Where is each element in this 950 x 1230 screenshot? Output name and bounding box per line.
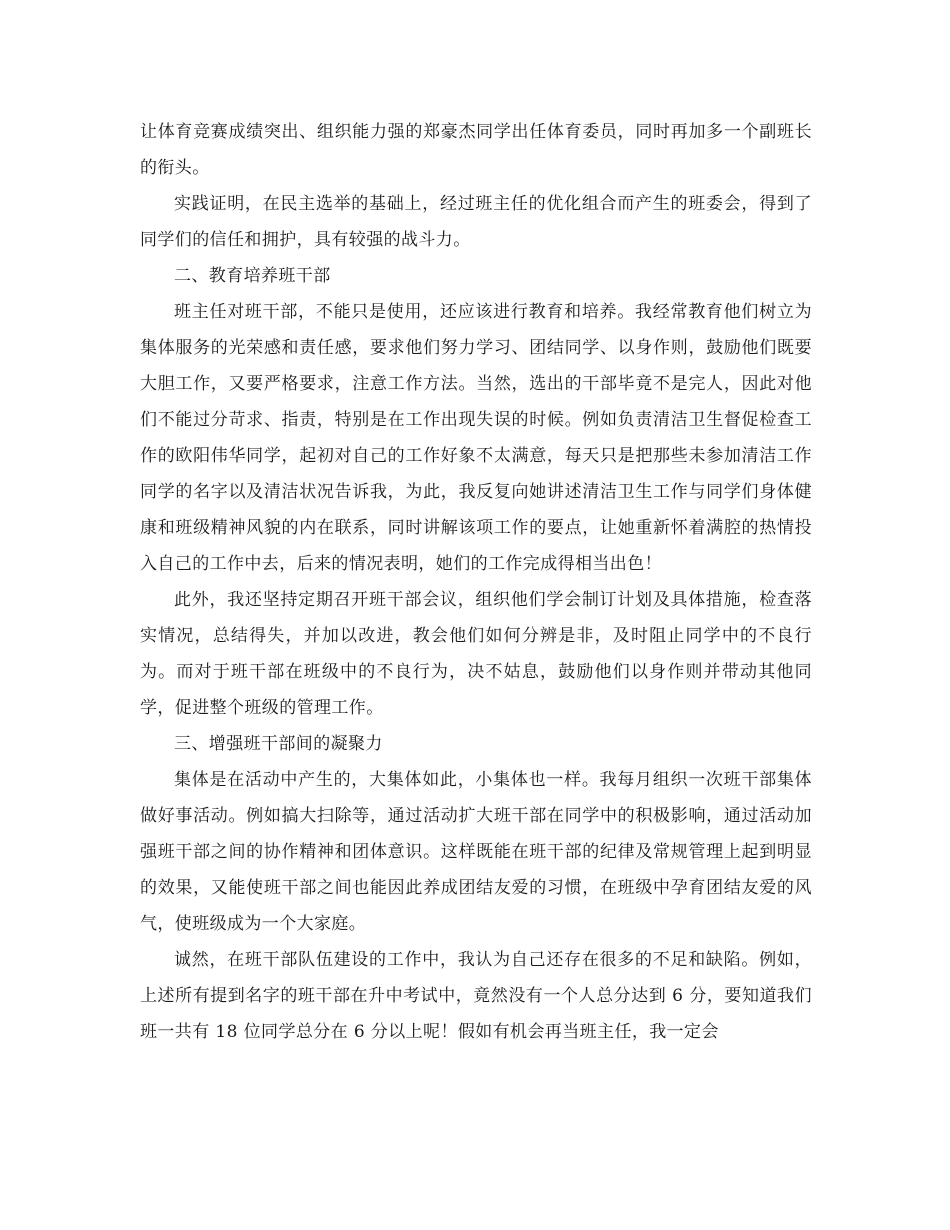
paragraph-continued-class-committee: 让体育竞赛成绩突出、组织能力强的郑豪杰同学出任体育委员，同时再加多一个副班长的衔头。 — [140, 122, 812, 178]
section-heading-cohesion: 三、增强班干部间的凝聚力 — [174, 734, 383, 754]
paragraph-regular-meetings: 此外，我还坚持定期召开班干部会议，组织他们学会制订计划及具体措施，检查落实情况，总结得失，并加以改进，教会他们如何分辨是非，及时阻止同学中的不良行为。而对于班干部在班级中的不良行为，决不姑息，鼓励他们以身作则并带动其他同学，促进整个班级的管理工作。 — [140, 590, 812, 718]
document-body — [140, 114, 812, 1050]
section-heading-education: 二、教育培养班干部 — [174, 266, 331, 286]
paragraph-shortcomings: 诚然，在班干部队伍建设的工作中，我认为自己还存在很多的不足和缺陷。例如，上述所有提到名字的班干部在升中考试中，竟然没有一个人总分达到 6 分，要知道我们班一共有 18 位同学总分在 6 分以上呢！假如有机会再当班主任，我一定会 — [140, 950, 812, 1042]
paragraph-practice-proves: 实践证明，在民主选举的基础上，经过班主任的优化组合而产生的班委会，得到了同学们的信任和拥护，具有较强的战斗力。 — [140, 194, 812, 250]
paragraph-education-training: 班主任对班干部，不能只是使用，还应该进行教育和培养。我经常教育他们树立为集体服务的光荣感和责任感，要求他们努力学习、团结同学、以身作则，鼓励他们既要大胆工作，又要严格要求，注意工作方法。当然，选出的干部毕竟不是完人，因此对他们不能过分苛求、指责，特别是在工作出现失误的时候。例如负责清洁卫生督促检查工作的欧阳伟华同学，起初对自己的工作好象不太满意，每天只是把那些未参加清洁工作同学的名字以及清洁状况告诉我，为此，我反复向她讲述清洁卫生工作与同学们身体健康和班级精神风貌的内在联系，同时讲解该项工作的要点，让她重新怀着满腔的热情投入自己的工作中去，后来的情况表明，她们的工作完成得相当出色！ — [140, 302, 812, 574]
paragraph-collective-activities: 集体是在活动中产生的，大集体如此，小集体也一样。我每月组织一次班干部集体做好事活动。例如搞大扫除等，通过活动扩大班干部在同学中的积极影响，通过活动加强班干部之间的协作精神和团体意识。这样既能在班干部的纪律及常规管理上起到明显的效果，又能使班干部之间也能因此养成团结友爱的习惯，在班级中孕育团结友爱的风气，使班级成为一个大家庭。 — [140, 770, 812, 934]
